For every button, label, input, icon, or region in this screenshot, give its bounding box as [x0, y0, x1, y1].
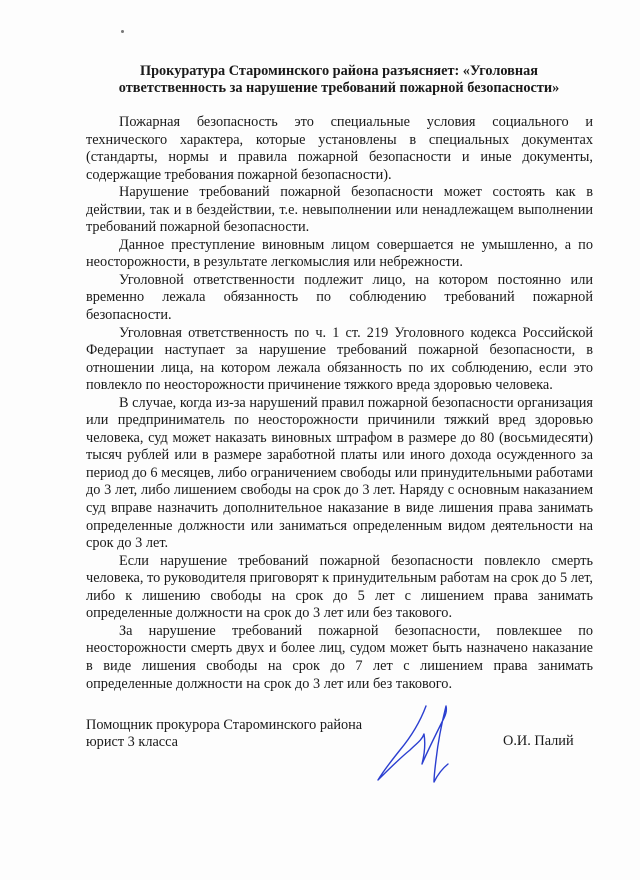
signature-stroke — [378, 706, 448, 782]
paragraph-4: Уголовной ответственности подлежит лицо, на котором постоянно или временно лежала обязанность по соблюдению требований пожарной безопасности. — [86, 271, 593, 324]
paragraph-1: Пожарная безопасность это специальные условия социального и технического характера, которые установлены в специальных документах (стандарты, нормы и правила пожарной безопасности и иные документы, содержащие требования пожарной безопасности). — [86, 114, 593, 183]
signatory-name: О.И. Палий — [503, 733, 574, 749]
document-title — [84, 63, 594, 97]
paragraph-8: За нарушение требований пожарной безопасности, повлекшее по неосторожности смерть двух и более лиц, судом может быть назначено наказание в виде лишения свободы на срок до 7 лет с лишением права занимать определенные должности на срок до 3 лет или без такового. — [86, 622, 593, 692]
signatory-position-line-1: Помощник прокурора Староминского района — [86, 717, 363, 733]
paragraph-3: Данное преступление виновным лицом совершается не умышленно, а по неосторожности, в результате легкомыслия или небрежности. — [86, 236, 593, 271]
handwritten-signature — [366, 694, 476, 786]
title-line-2: ответственность за нарушение требований пожарной безопасности» — [118, 80, 560, 96]
signatory-position-line-2: юрист 3 класса — [86, 734, 179, 750]
paragraph-6: В случае, когда из-за нарушений правил пожарной безопасности организация или предприниматель по неосторожности причинили тяжкий вред здоровью человека, суд может наказать виновных штрафом в размере до 80 (восьмидесяти) тысяч рублей или в размере заработной платы или иного дохода осужденного за период до 6 месяцев, либо ограничением свободы или принудительными работами до 3 лет, либо лишением свободы на срок до 3 лет. Наряду с основным наказанием суд вправе назначить дополнительное наказание в виде лишения права занимать определенные должности или заниматься определенным видом деятельности на срок до 3 лет. — [86, 394, 593, 552]
title-line-1: Прокуратура Староминского района разъясняет: «Уголовная — [139, 63, 539, 79]
paragraph-2: Нарушение требований пожарной безопасности может состоять как в действии, так и в бездействии, т.е. невыполнении или ненадлежащем выполнении требований пожарной безопасности. — [86, 184, 593, 236]
paragraph-7: Если нарушение требований пожарной безопасности повлекло смерть человека, то руководителя приговорят к принудительным работам на срок до 5 лет, либо к лишению свободы на срок до 5 лет с лишением права занимать определенные должности на срок до 3 лет или без такового. — [86, 552, 593, 622]
signatory-position — [86, 717, 362, 751]
document-body — [86, 114, 593, 693]
scan-speck — [121, 30, 124, 33]
paragraph-5: Уголовная ответственность по ч. 1 ст. 219 Уголовного кодекса Российской Федерации наступает за нарушение требований пожарной безопасности, в отношении лица, на котором лежала обязанность по их соблюдению, если это повлекло по неосторожности причинение тяжкого вреда здоровью человека. — [86, 324, 593, 394]
